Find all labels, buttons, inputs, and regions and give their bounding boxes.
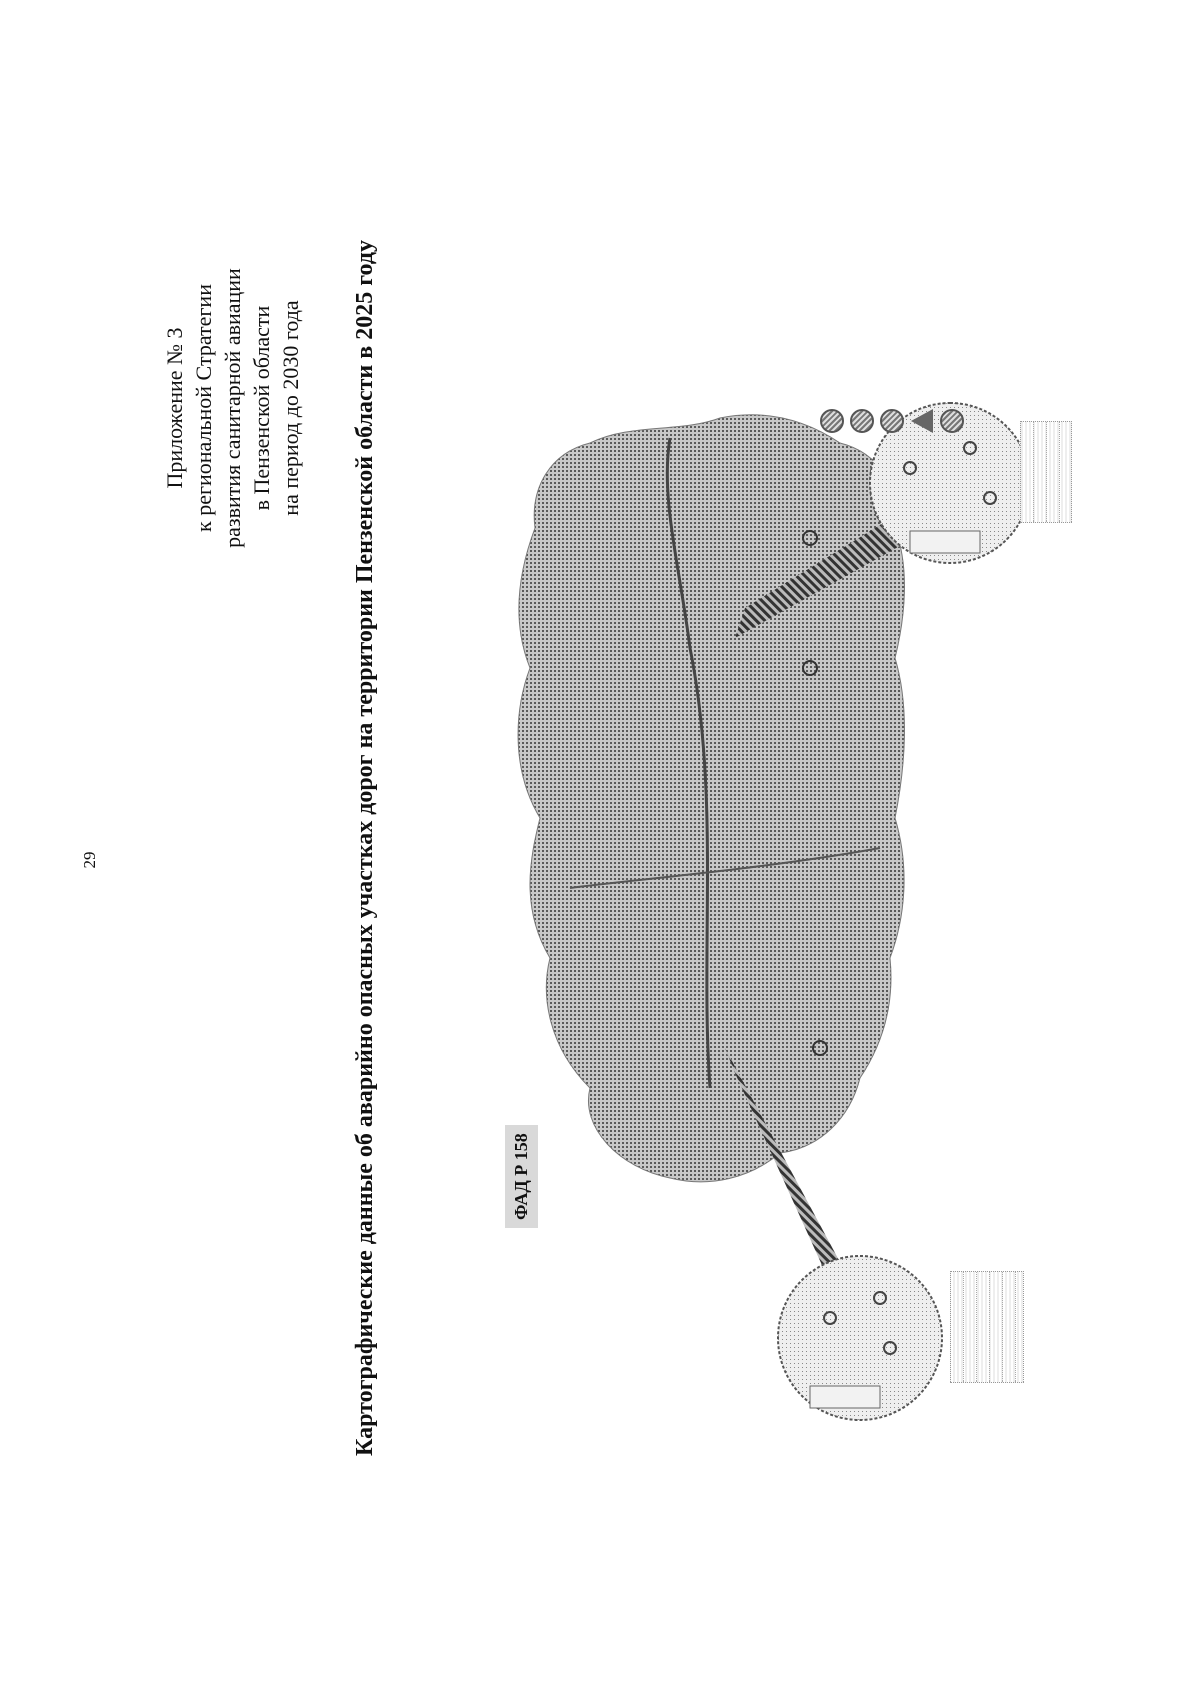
legend-item <box>820 401 844 433</box>
appendix-note <box>160 148 305 668</box>
appendix-line: в Пензенской области <box>249 305 274 511</box>
appendix-line: развития санитарной авиации <box>220 268 245 548</box>
inset-table-right <box>1020 421 1072 523</box>
map-legend <box>820 401 970 433</box>
legend-item <box>910 401 934 433</box>
hatched-circle-icon <box>940 409 964 433</box>
landscape-content <box>50 48 1150 1648</box>
legend-item <box>940 401 964 433</box>
page-number: 29 <box>80 851 99 869</box>
map-graphic <box>390 48 1150 1648</box>
hatched-circle-icon <box>850 409 874 433</box>
region-map <box>390 48 1150 1648</box>
hatched-circle-icon <box>880 409 904 433</box>
triangle-warning-icon <box>911 409 933 433</box>
appendix-line: Приложение № 3 <box>162 327 187 489</box>
hatched-circle-icon <box>820 409 844 433</box>
appendix-line: на период до 2030 года <box>278 300 303 516</box>
legend-item <box>880 401 904 433</box>
region-shape <box>518 415 904 1182</box>
appendix-line: к региональной Стратегии <box>191 284 216 532</box>
document-title: Картографические данные об аварийно опасных участках дорог на территории Пензенской области в 2025 году <box>352 240 378 1456</box>
inset-label-box <box>910 531 980 553</box>
inset-table-left <box>950 1271 1024 1383</box>
legend-item <box>850 401 874 433</box>
inset-label-box <box>810 1386 880 1408</box>
road-label: ФАД Р 158 <box>505 1125 538 1228</box>
